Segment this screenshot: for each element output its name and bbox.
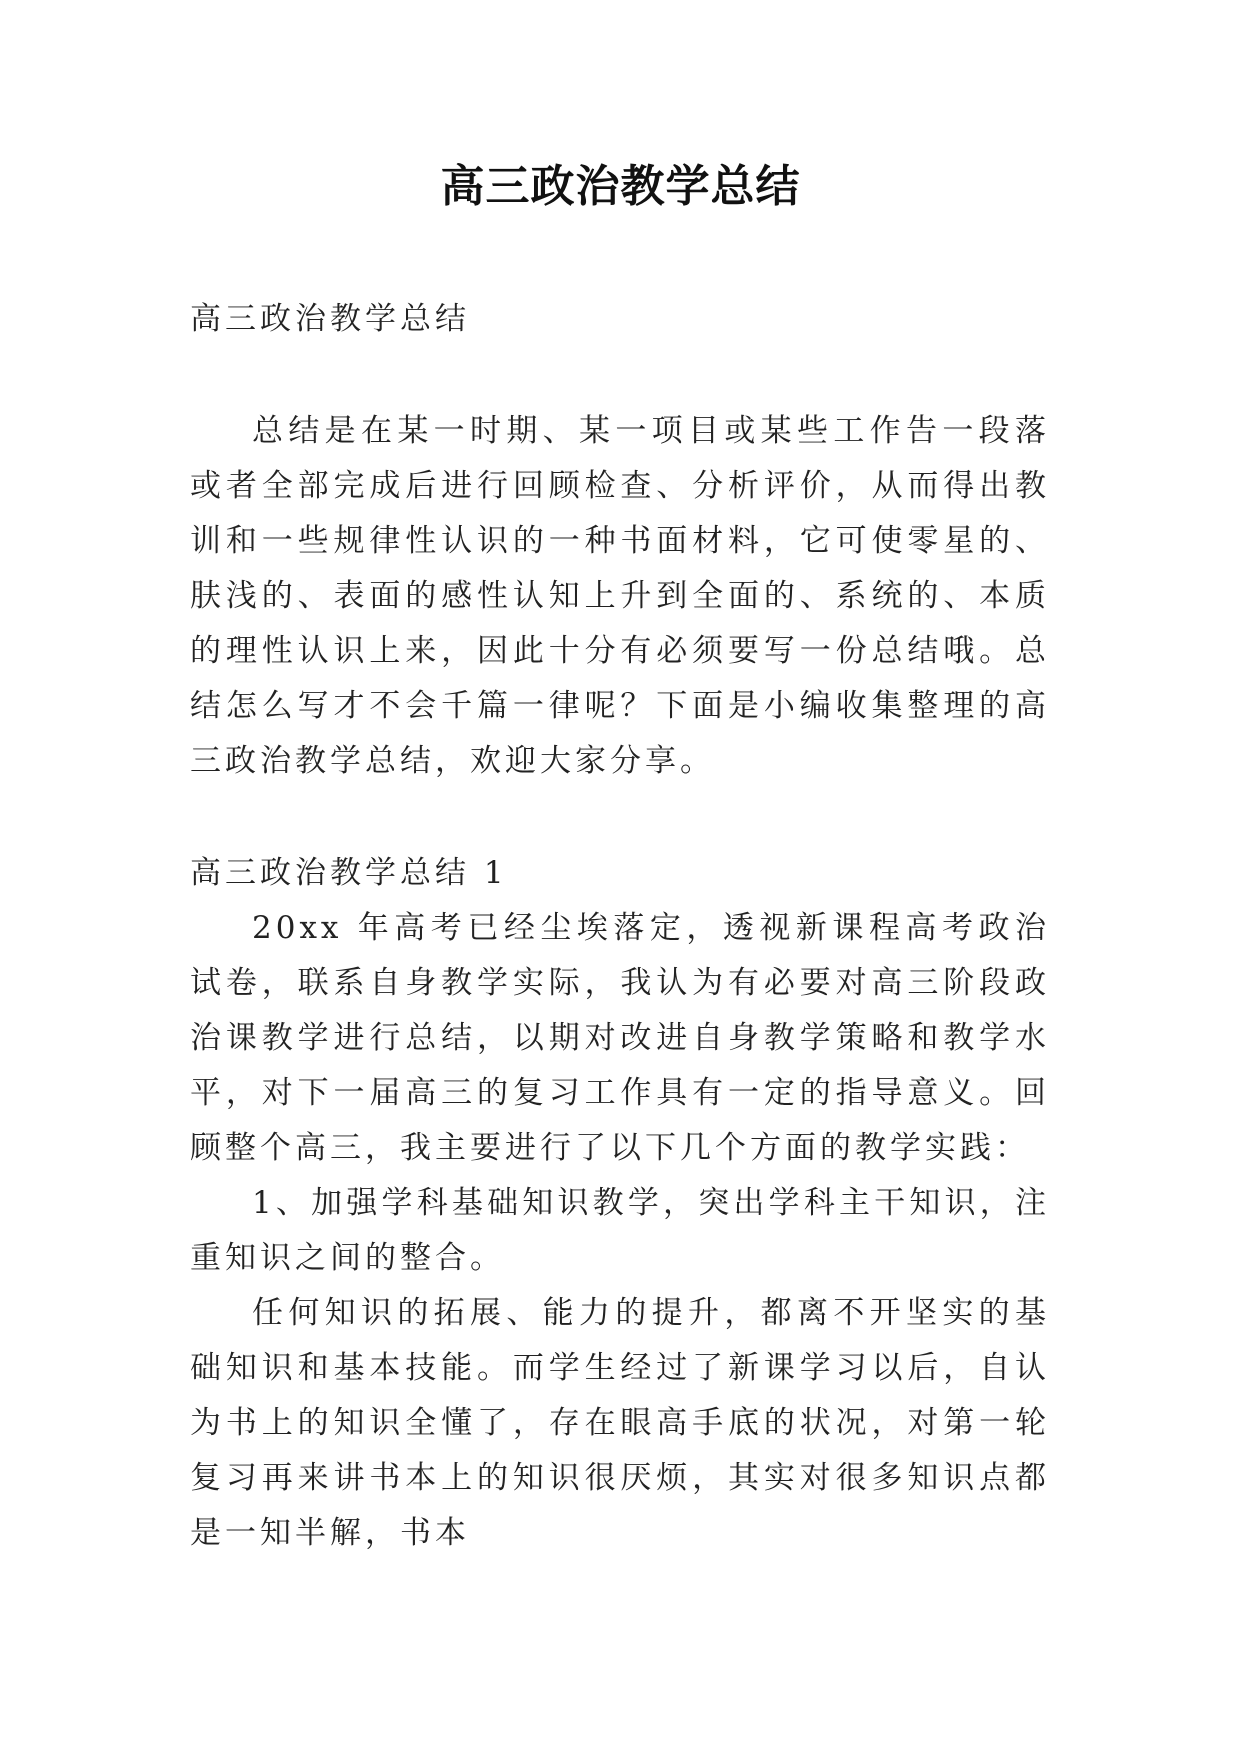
body-paragraph: 20xx 年高考已经尘埃落定，透视新课程高考政治试卷，联系自身教学实际，我认为有必要对高三阶段政治课教学进行总结，以期对改进自身教学策略和教学水平，对下一届高三的复习工作具有一定的指导意义。回顾整个高三，我主要进行了以下几个方面的教学实践： (190, 910, 1050, 1166)
document-subtitle: 高三政治教学总结 (190, 301, 470, 337)
intro-paragraph: 总结是在某一时期、某一项目或某些工作告一段落或者全部完成后进行回顾检查、分析评价，从而得出教训和一些规律性认识的一种书面材料，它可使零星的、肤浅的、表面的感性认知上升到全面的、系统的、本质的理性认识上来，因此十分有必须要写一份总结哦。总结怎么写才不会千篇一律呢？下面是小编收集整理的高三政治教学总结，欢迎大家分享。 (190, 413, 1050, 779)
document-title: 高三政治教学总结 (440, 161, 801, 212)
body-paragraph: 1、加强学科基础知识教学，突出学科主干知识，注重知识之间的整合。 (190, 1185, 1050, 1276)
document-body (190, 292, 1050, 1561)
section-heading: 高三政治教学总结 1 (190, 855, 508, 891)
body-paragraph: 任何知识的拓展、能力的提升，都离不开坚实的基础知识和基本技能。而学生经过了新课学习以后，自认为书上的知识全懂了，存在眼高手底的状况，对第一轮复习再来讲书本上的知识很厌烦，其实对很多知识点都是一知半解，书本 (190, 1295, 1050, 1551)
